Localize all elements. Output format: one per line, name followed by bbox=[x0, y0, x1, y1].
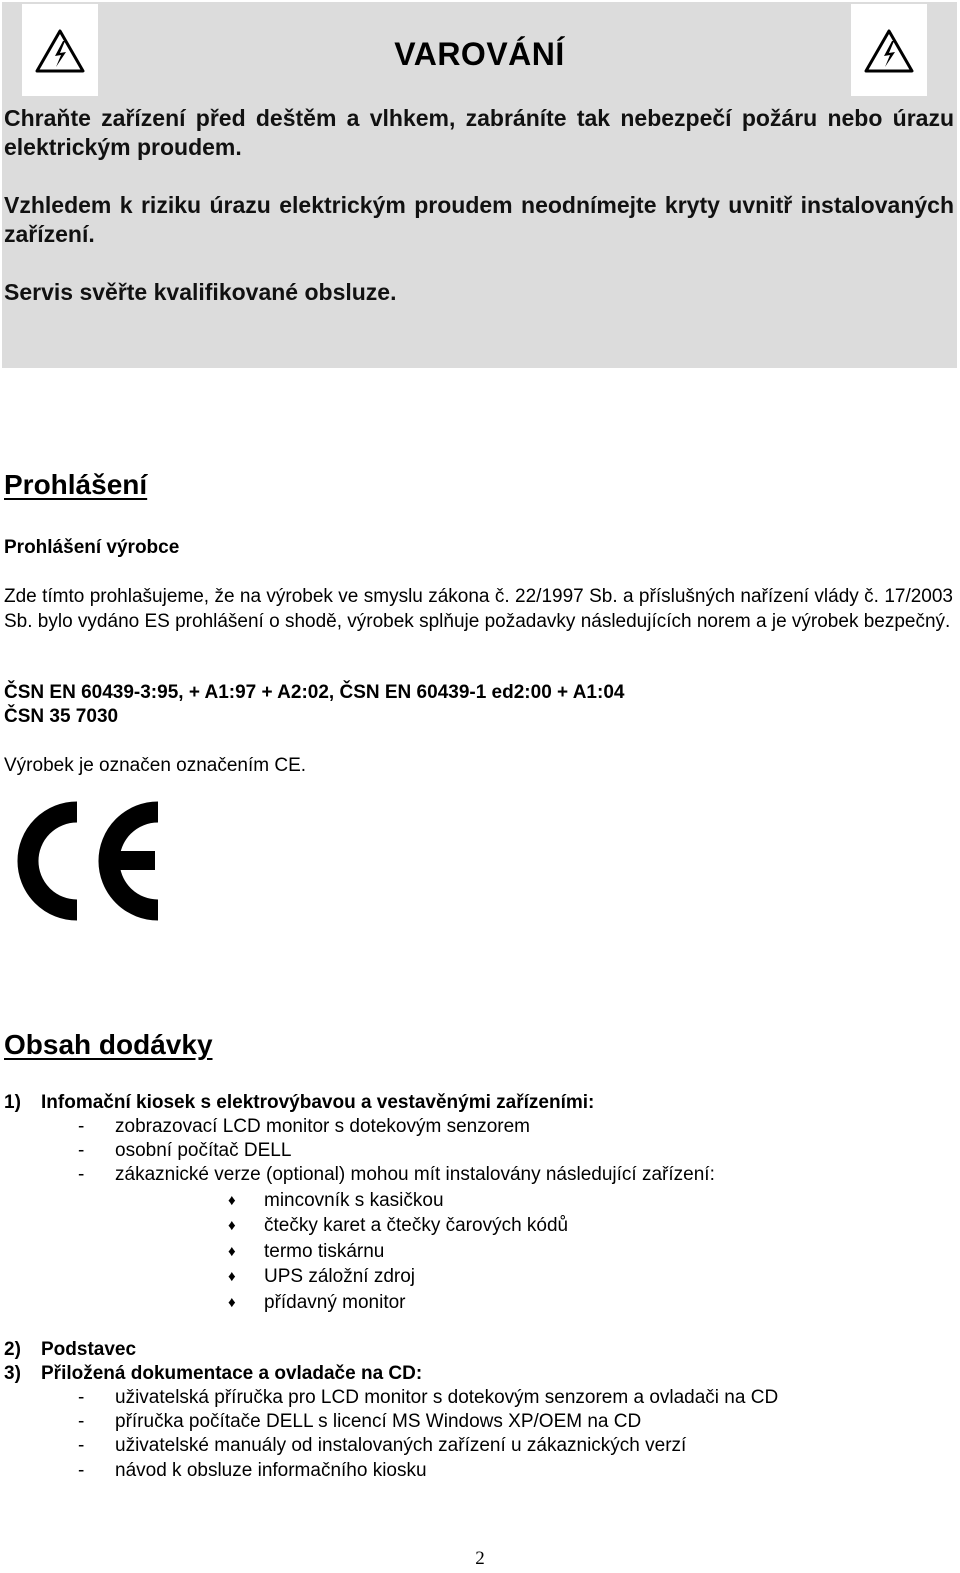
warning-paragraph: Vzhledem k riziku úrazu elektrickým proudem neodnímejte kryty uvnitř instalovaných zařízení. bbox=[4, 192, 954, 247]
item-label: Infomační kiosek s elektrovýbavou a vestavěnými zařízeními: bbox=[41, 1092, 595, 1113]
diamond-bullet-icon: ♦ bbox=[228, 1268, 236, 1286]
contents-heading: Obsah dodávky bbox=[4, 1029, 213, 1060]
list-item: - zákaznické verze (optional) mohou mít instalovány následující zařízení: bbox=[78, 1164, 715, 1186]
diamond-bullet-icon: ♦ bbox=[228, 1242, 236, 1260]
item-number: 3) bbox=[4, 1363, 21, 1384]
kiosk-components-list bbox=[78, 1115, 715, 1188]
list-item: - návod k obsluze informačního kiosku bbox=[78, 1459, 427, 1481]
warning-title: VAROVÁNÍ bbox=[394, 36, 565, 72]
list-item: - uživatelská příručka pro LCD monitor s dotekovým senzorem a ovladači na CD bbox=[78, 1387, 779, 1408]
warning-paragraph: Servis svěřte kvalifikované obsluze. bbox=[4, 279, 397, 305]
list-item bbox=[4, 1338, 136, 1362]
list-item: ♦ čtečky karet a čtečky čarových kódů bbox=[228, 1213, 568, 1238]
declaration-text: Zde tímto prohlašujeme, že na výrobek ve smyslu zákona č. 22/1997 Sb. a příslušných nařízení vlády č. 17/2003 Sb. bylo vydáno ES prohlášení o shodě, výrobek splňuje požadavky následujících norem a je výrobek bezpečný. bbox=[4, 586, 953, 632]
warning-paragraph: Chraňte zařízení před deštěm a vlhkem, zabráníte tak nebezpečí požáru nebo úrazu elektrickým proudem. bbox=[4, 105, 954, 160]
list-item: - příručka počítače DELL s licencí MS Windows XP/OEM na CD bbox=[78, 1411, 642, 1433]
item-label: Přiložená dokumentace a ovladače na CD: bbox=[41, 1363, 423, 1384]
list-item: - osobní počítač DELL bbox=[78, 1140, 292, 1162]
list-item: ♦ mincovník s kasičkou bbox=[228, 1188, 568, 1213]
declaration-subheading: Prohlášení výrobce bbox=[4, 537, 180, 558]
item-label: Podstavec bbox=[41, 1339, 137, 1360]
documentation-list bbox=[78, 1386, 778, 1483]
list-item: ♦ termo tiskárnu bbox=[228, 1239, 568, 1264]
item-number: 1) bbox=[4, 1092, 21, 1113]
optional-devices-list bbox=[228, 1188, 568, 1315]
list-item bbox=[4, 1362, 422, 1386]
warning-box bbox=[2, 2, 957, 368]
ce-mark-logo bbox=[16, 800, 161, 927]
ce-statement: Výrobek je označen označením CE. bbox=[4, 755, 307, 776]
diamond-bullet-icon: ♦ bbox=[228, 1217, 236, 1235]
list-item: - uživatelské manuály od instalovaných zařízení u zákaznických verzí bbox=[78, 1435, 687, 1457]
page-number: 2 bbox=[475, 1548, 485, 1569]
list-item: ♦ přídavný monitor bbox=[228, 1290, 568, 1315]
declaration-heading: Prohlášení bbox=[4, 469, 148, 500]
list-item: - zobrazovací LCD monitor s dotekovým senzorem bbox=[78, 1116, 530, 1137]
diamond-bullet-icon: ♦ bbox=[228, 1192, 236, 1209]
standards-line: ČSN EN 60439-3:95, + A1:97 + A2:02, ČSN EN 60439-1 ed2:00 + A1:04 bbox=[4, 682, 625, 703]
list-item: ♦ UPS záložní zdroj bbox=[228, 1264, 568, 1289]
item-number: 2) bbox=[4, 1339, 21, 1360]
standards-line: ČSN 35 7030 bbox=[4, 706, 119, 727]
diamond-bullet-icon: ♦ bbox=[228, 1293, 236, 1311]
list-item bbox=[4, 1091, 594, 1115]
